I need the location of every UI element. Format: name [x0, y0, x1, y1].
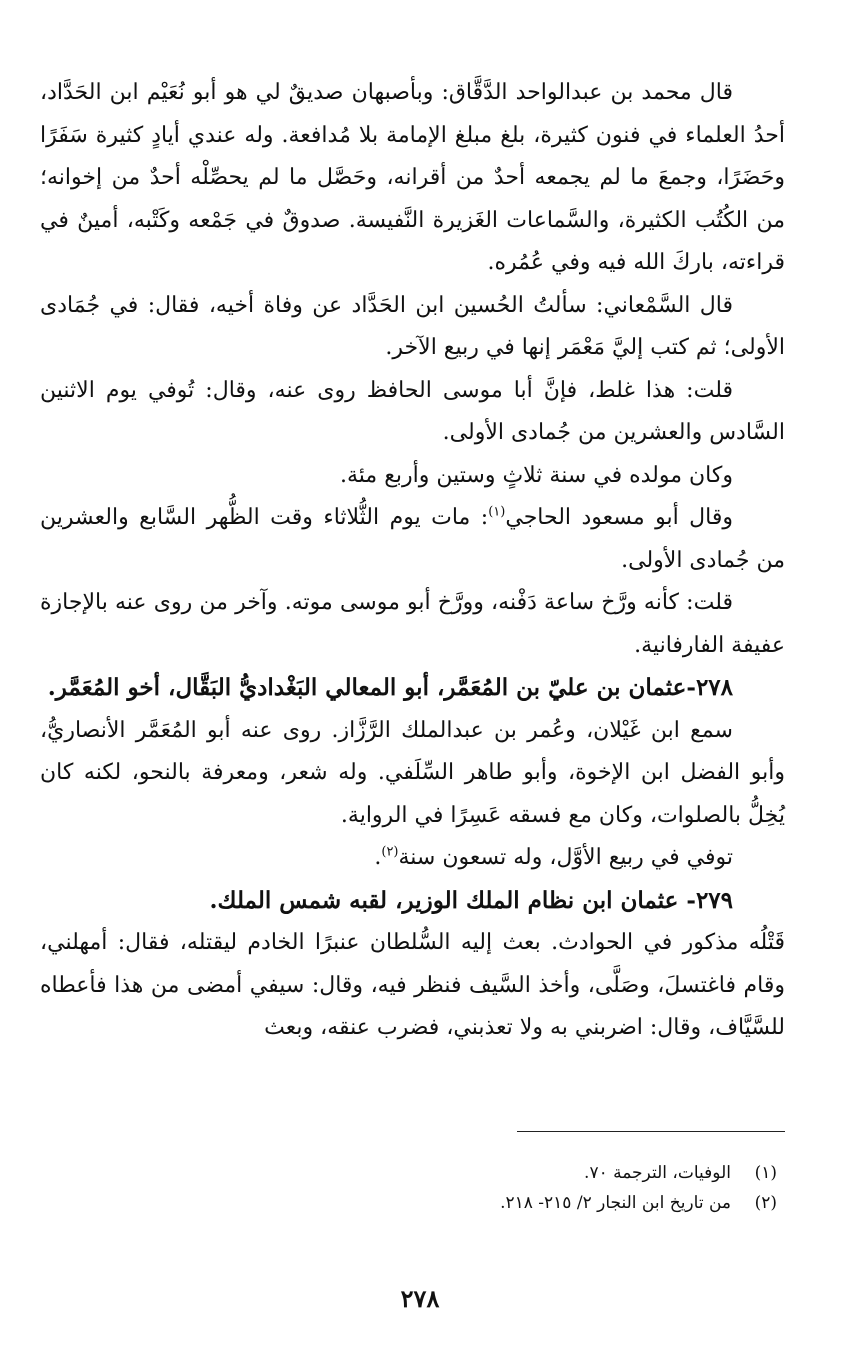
- paragraph-text: قَتْلُه مذكور في الحوادث. بعث إليه السُّلطان عنبرًا الخادم ليقتله، فقال: أمهلني، وقام فاغتسلَ، وصَلَّى، وأخذ السَّيف فنظر فيه، وقال: سيفي أمضى من هذا فأعطاه للسَّيَّاف، وقال: اضربني به ولا تعذبني، فضرب عنقه، وبعث: [40, 930, 785, 1040]
- paragraph-dating-note: [40, 582, 785, 667]
- paragraph-samani-quote: [40, 285, 785, 370]
- footnote-ref-2[interactable]: (٢): [381, 844, 399, 860]
- footnote-number: (٢): [754, 1193, 777, 1213]
- paragraph-entry-278-death: [40, 837, 785, 880]
- footnote-1: [40, 1158, 785, 1188]
- paragraph-text-continued: : مات يوم الثُّلاثاء وقت الظُّهر السَّابع والعشرين من جُمادى الأولى.: [40, 505, 785, 573]
- paragraph-text: وكان مولده في سنة ثلاثٍ وستين وأربع مئة.: [339, 462, 733, 488]
- footnote-2: [40, 1188, 785, 1218]
- paragraph-text: وقال أبو مسعود الحاجي: [505, 505, 733, 530]
- paragraph-text: سمع ابن غَيْلان، وعُمر بن عبدالملك الرَّزَّاز. روى عنه أبو المُعَمَّر الأنصاريُّ، وأبو الفضل ابن الإخوة، وأبو طاهر السِّلَفي. وله شعر، ومعرفة بالنحو، لكنه كان يُخِلُّ بالصلوات، وكان مع فسقه عَسِرًا في الرواية.: [40, 717, 785, 828]
- footnotes: [40, 1158, 785, 1218]
- paragraph-birth: [40, 455, 785, 498]
- heading-text: ٢٧٩- عثمان ابن نظام الملك الوزير، لقبه شمس الملك.: [209, 886, 733, 914]
- paragraph-text: قلت: هذا غلط، فإنَّ أبا موسى الحافظ روى عنه، وقال: تُوفي يوم الاثنين السَّادس والعشرين من جُمادى الأولى.: [40, 377, 785, 445]
- paragraph-text: قال السَّمْعاني: سألتُ الحُسين ابن الحَدَّاد عن وفاة أخيه، فقال: في جُمَادى الأولى؛ ثم كتب إليَّ مَعْمَر إنها في ربيع الآخر.: [40, 292, 785, 360]
- paragraph-entry-278-body: [40, 710, 785, 838]
- footnote-text: من تاريخ ابن النجار ٢/ ٢١٥- ٢١٨.: [500, 1193, 731, 1213]
- paragraph-correction: [40, 370, 785, 455]
- paragraph-text: قلت: كأنه ورَّخ ساعة دَفْنه، وورَّخ أبو موسى موته. وآخر من روى عنه بالإجازة عفيفة الفارفانية.: [40, 590, 785, 658]
- paragraph-hajji-quote: [40, 497, 785, 582]
- footnote-ref-1[interactable]: (١): [488, 504, 506, 520]
- entry-heading-278: [40, 667, 785, 710]
- footnote-text: الوفيات، الترجمة ٧٠.: [584, 1163, 731, 1183]
- paragraph-text-continued: .: [374, 845, 382, 870]
- entry-heading-279: [40, 880, 785, 923]
- paragraph-text: قال محمد بن عبدالواحد الدَّقَّاق: وبأصبهان صديقٌ لي هو أبو نُعَيْم ابن الحَدَّاد، أحدُ العلماء في فنون كثيرة، بلغ مبلغ الإمامة بلا مُدافعة. وله عندي أيادٍ كثيرة سَفَرًا وحَضَرًا، وجمعَ ما لم يجمعه أحدٌ من أقرانه، وحَصَّل ما لم يحصِّلْه أحدٌ من إخوانه؛ من الكُتُب الكثيرة، والسَّماعات الغَزيرة النَّفيسة. صدوقٌ في جَمْعه وكَتْبه، أمينٌ في قراءته، باركَ الله فيه وفي عُمُره.: [40, 80, 785, 275]
- paragraph-entry-279-body: [40, 922, 785, 1050]
- footnote-divider: [517, 1131, 785, 1132]
- paragraph-text: توفي في ربيع الأوَّل، وله تسعون سنة: [398, 845, 733, 870]
- heading-text: ٢٧٨-عثمان بن عليّ بن المُعَمَّر، أبو المعالي البَغْداديُّ البَقَّال، أخو المُعَمَّر.: [47, 674, 733, 701]
- page-body: [40, 72, 785, 1050]
- paragraph-daqqaq-quote: [40, 72, 785, 285]
- footnote-number: (١): [754, 1163, 777, 1183]
- page-number: ٢٧٨: [400, 1284, 440, 1313]
